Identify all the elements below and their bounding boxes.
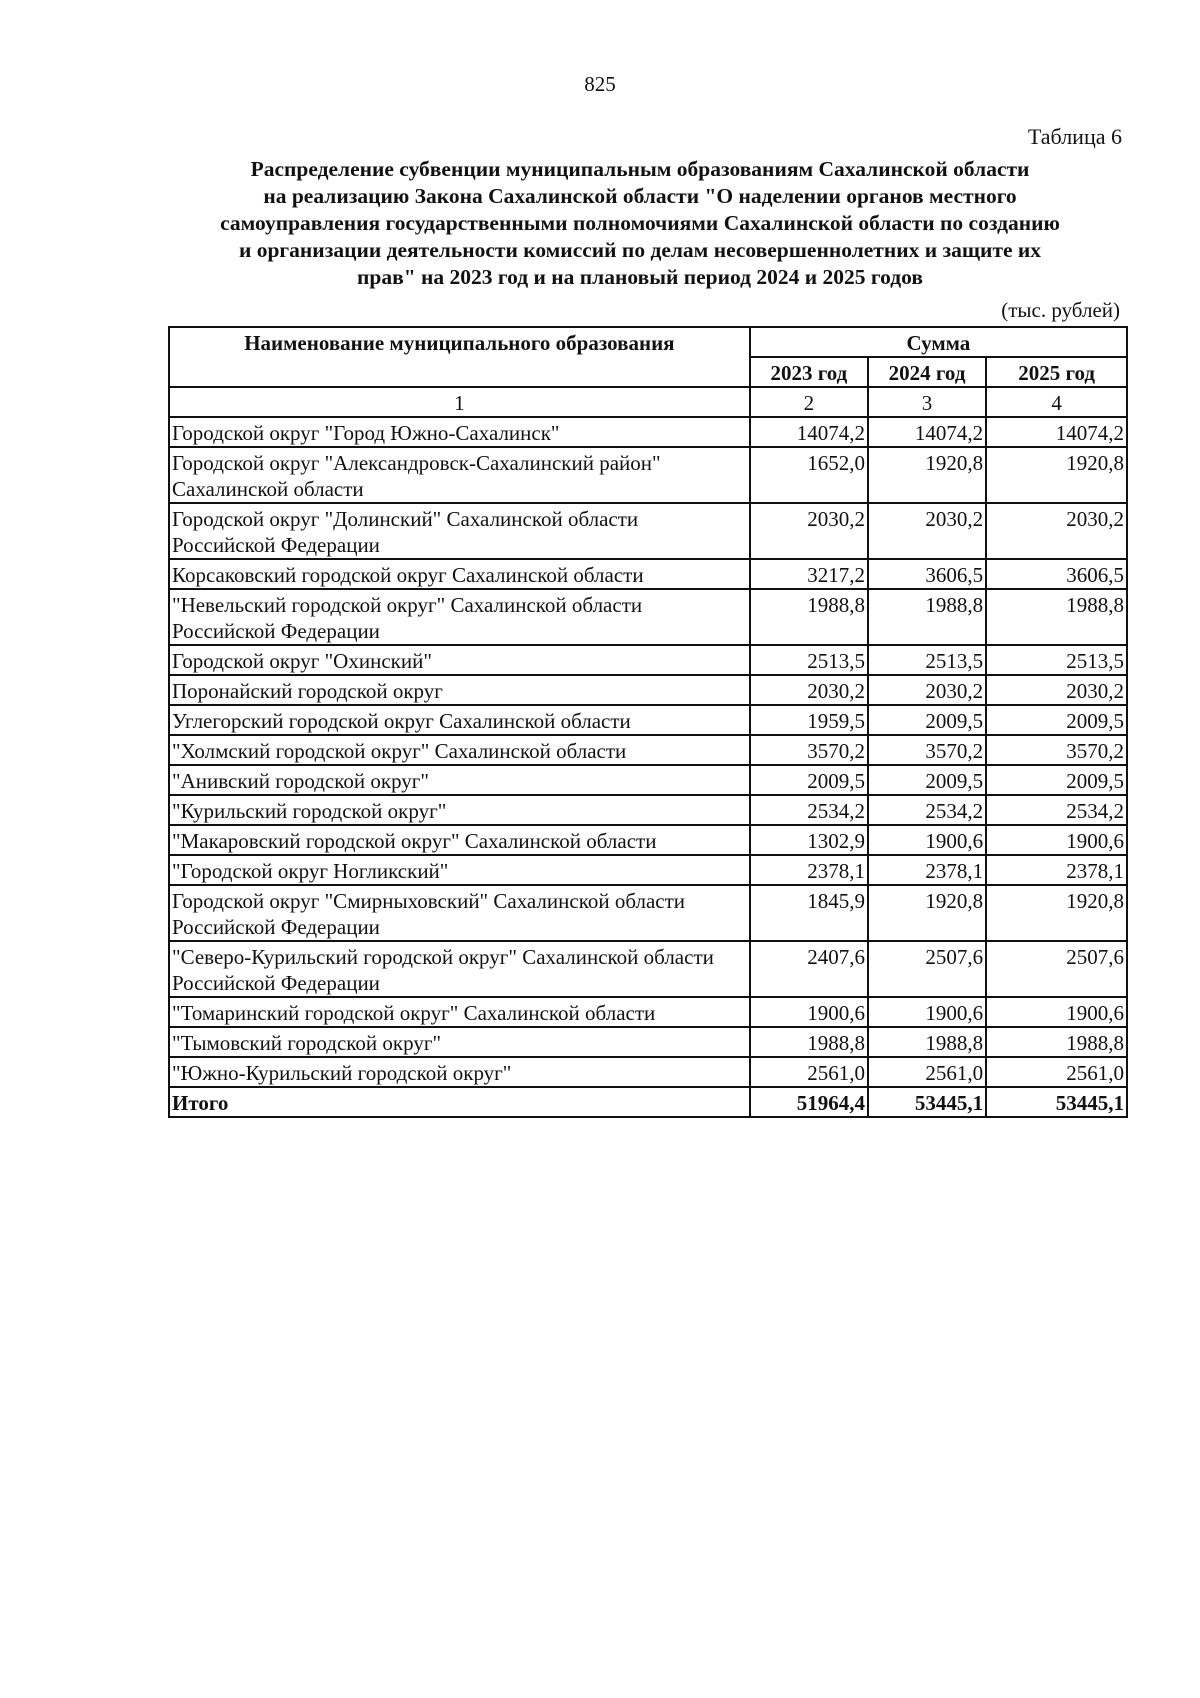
value-2025: 1988,8	[986, 1027, 1127, 1057]
value-2025: 2009,5	[986, 705, 1127, 735]
title-line: и организации деятельности комиссий по делам несовершеннолетних и защите их	[238, 238, 1042, 262]
column-number: 4	[986, 387, 1127, 417]
column-number: 1	[169, 387, 750, 417]
value-2025: 14074,2	[986, 417, 1127, 447]
table-body	[169, 417, 1127, 1087]
units-label: (тыс. рублей)	[1001, 298, 1120, 322]
municipality-name: "Городской округ Ногликский"	[169, 855, 750, 885]
value-2023: 1988,8	[750, 589, 868, 645]
total-row	[169, 1087, 1127, 1117]
municipality-name: "Северо-Курильский городской округ" Сахалинской области Российской Федерации	[169, 941, 750, 997]
total-value-2025: 53445,1	[986, 1087, 1127, 1117]
table-row	[169, 735, 1127, 765]
value-2023: 2378,1	[750, 855, 868, 885]
municipality-name: "Южно-Курильский городской округ"	[169, 1057, 750, 1087]
value-2023: 1959,5	[750, 705, 868, 735]
value-2025: 2030,2	[986, 675, 1127, 705]
table-row	[169, 559, 1127, 589]
value-2025: 2513,5	[986, 645, 1127, 675]
subvention-table	[168, 326, 1128, 1118]
table-row	[169, 1027, 1127, 1057]
value-2023: 1302,9	[750, 825, 868, 855]
title-line: на реализацию Закона Сахалинской области "О наделении органов местного	[263, 184, 1017, 208]
table-row	[169, 941, 1127, 997]
table-row	[169, 795, 1127, 825]
value-2024: 2534,2	[868, 795, 986, 825]
total-value-2024: 53445,1	[868, 1087, 986, 1117]
value-2024: 2009,5	[868, 705, 986, 735]
column-number: 2	[750, 387, 868, 417]
value-2024: 1900,6	[868, 997, 986, 1027]
table-row	[169, 589, 1127, 645]
total-value-2023: 51964,4	[750, 1087, 868, 1117]
header-year-2025: 2025 год	[986, 357, 1127, 387]
table-row	[169, 997, 1127, 1027]
header-year-2024: 2024 год	[868, 357, 986, 387]
title-line: самоуправления государственными полномочиями Сахалинской области по созданию	[220, 211, 1060, 235]
value-2024: 1920,8	[868, 885, 986, 941]
total-label: Итого	[169, 1087, 750, 1117]
title-line: прав" на 2023 год и на плановый период 2024 и 2025 годов	[357, 265, 923, 289]
value-2024: 1900,6	[868, 825, 986, 855]
value-2025: 1900,6	[986, 825, 1127, 855]
value-2023: 2407,6	[750, 941, 868, 997]
value-2024: 1988,8	[868, 589, 986, 645]
municipality-name: "Невельский городской округ" Сахалинской области Российской Федерации	[169, 589, 750, 645]
value-2025: 1988,8	[986, 589, 1127, 645]
municipality-name: "Курильский городской округ"	[169, 795, 750, 825]
table-row	[169, 503, 1127, 559]
value-2023: 14074,2	[750, 417, 868, 447]
value-2025: 2378,1	[986, 855, 1127, 885]
value-2024: 3606,5	[868, 559, 986, 589]
table-row	[169, 675, 1127, 705]
municipality-name: Поронайский городской округ	[169, 675, 750, 705]
municipality-name: Корсаковский городской округ Сахалинской области	[169, 559, 750, 589]
value-2025: 2534,2	[986, 795, 1127, 825]
table-row	[169, 417, 1127, 447]
value-2024: 1988,8	[868, 1027, 986, 1057]
value-2023: 1988,8	[750, 1027, 868, 1057]
column-number: 3	[868, 387, 986, 417]
table-row	[169, 765, 1127, 795]
table-row	[169, 447, 1127, 503]
municipality-name: "Томаринский городской округ" Сахалинской области	[169, 997, 750, 1027]
value-2024: 2009,5	[868, 765, 986, 795]
municipality-name: Углегорский городской округ Сахалинской области	[169, 705, 750, 735]
value-2023: 2513,5	[750, 645, 868, 675]
value-2025: 2561,0	[986, 1057, 1127, 1087]
table-label: Таблица 6	[1027, 124, 1122, 149]
municipality-name: Городской округ "Александровск-Сахалинский район" Сахалинской области	[169, 447, 750, 503]
value-2025: 3570,2	[986, 735, 1127, 765]
value-2023: 2009,5	[750, 765, 868, 795]
value-2024: 2378,1	[868, 855, 986, 885]
value-2023: 2030,2	[750, 503, 868, 559]
table-row	[169, 1057, 1127, 1087]
value-2025: 2507,6	[986, 941, 1127, 997]
value-2023: 1652,0	[750, 447, 868, 503]
value-2023: 2534,2	[750, 795, 868, 825]
value-2024: 14074,2	[868, 417, 986, 447]
value-2023: 1845,9	[750, 885, 868, 941]
document-title	[160, 156, 1120, 291]
municipality-name: "Макаровский городской округ" Сахалинской области	[169, 825, 750, 855]
value-2024: 2561,0	[868, 1057, 986, 1087]
value-2025: 1920,8	[986, 885, 1127, 941]
municipality-name: Городской округ "Охинский"	[169, 645, 750, 675]
value-2023: 1900,6	[750, 997, 868, 1027]
municipality-name: Городской округ "Смирныховский" Сахалинской области Российской Федерации	[169, 885, 750, 941]
header-sum: Сумма	[750, 327, 1127, 357]
value-2024: 1920,8	[868, 447, 986, 503]
value-2024: 2030,2	[868, 675, 986, 705]
header-year-2023: 2023 год	[750, 357, 868, 387]
table-row	[169, 705, 1127, 735]
table-row	[169, 645, 1127, 675]
value-2025: 2030,2	[986, 503, 1127, 559]
value-2024: 2513,5	[868, 645, 986, 675]
value-2023: 3217,2	[750, 559, 868, 589]
table-row	[169, 855, 1127, 885]
value-2023: 3570,2	[750, 735, 868, 765]
value-2025: 2009,5	[986, 765, 1127, 795]
value-2025: 1920,8	[986, 447, 1127, 503]
value-2025: 3606,5	[986, 559, 1127, 589]
table-row	[169, 825, 1127, 855]
page-number: 825	[584, 72, 616, 96]
municipality-name: "Холмский городской округ" Сахалинской области	[169, 735, 750, 765]
title-line: Распределение субвенции муниципальным образованиям Сахалинской области	[250, 157, 1030, 181]
header-name: Наименование муниципального образования	[169, 327, 750, 387]
value-2025: 1900,6	[986, 997, 1127, 1027]
municipality-name: Городской округ "Город Южно-Сахалинск"	[169, 417, 750, 447]
value-2024: 3570,2	[868, 735, 986, 765]
value-2023: 2030,2	[750, 675, 868, 705]
table-row	[169, 885, 1127, 941]
value-2023: 2561,0	[750, 1057, 868, 1087]
municipality-name: Городской округ "Долинский" Сахалинской области Российской Федерации	[169, 503, 750, 559]
municipality-name: "Анивский городской округ"	[169, 765, 750, 795]
value-2024: 2030,2	[868, 503, 986, 559]
value-2024: 2507,6	[868, 941, 986, 997]
municipality-name: "Тымовский городской округ"	[169, 1027, 750, 1057]
